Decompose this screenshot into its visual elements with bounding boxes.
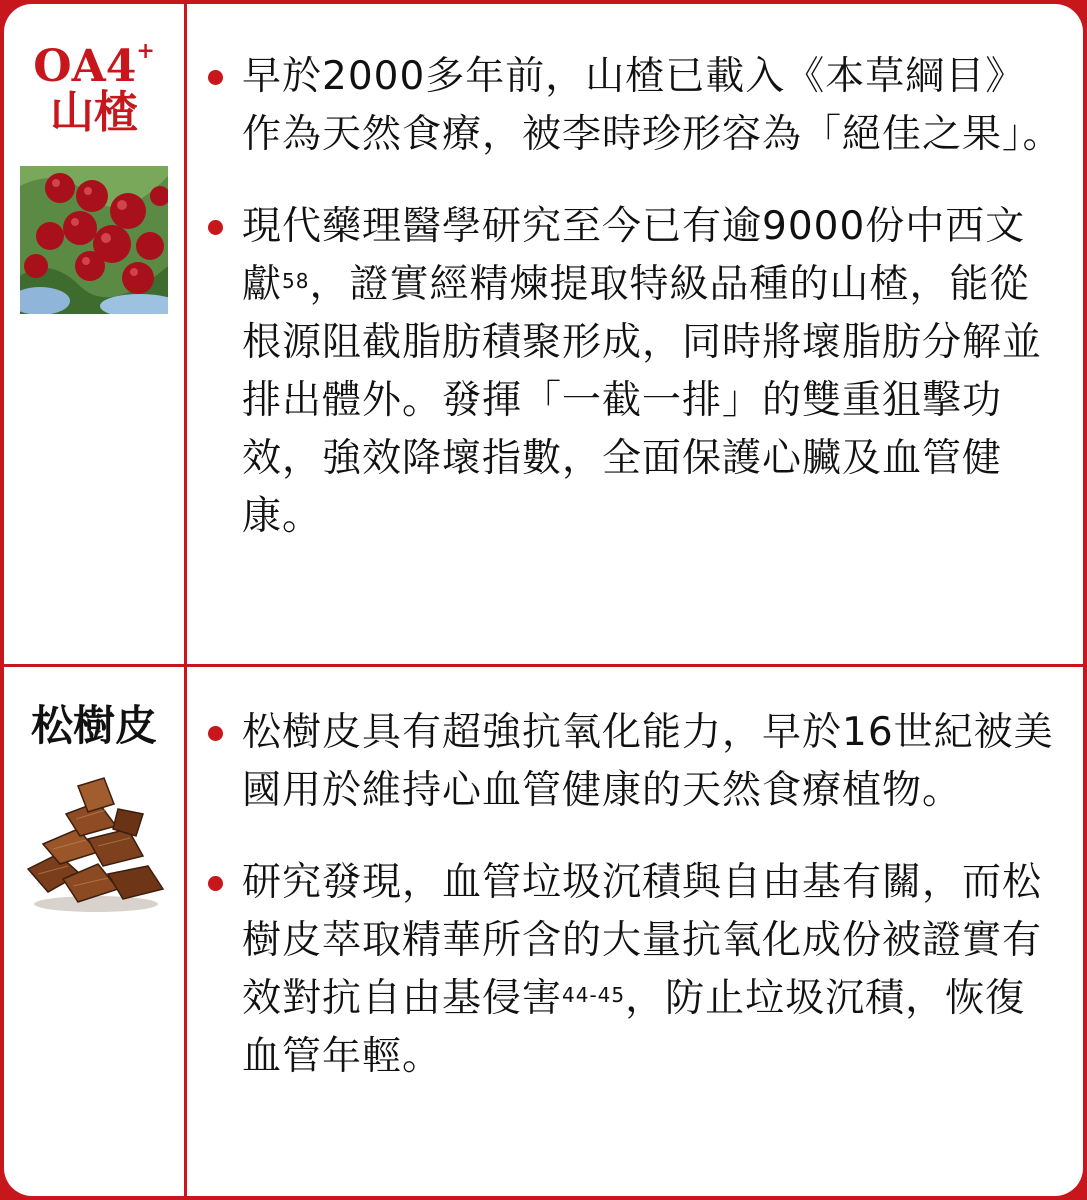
- hawthorn-label: [4, 38, 184, 139]
- hawthorn-bullet-list: [202, 48, 1063, 580]
- list-item: 現代藥理醫學研究至今已有逾9000份中西文獻$^{58}$，證實經精煉提取特級品種的山楂，能從根源阻截脂肪積聚形成，同時將壞脂肪分解並排出體外。發揮「一截一排」的雙重狙擊功效，強效降壞指數，全面保護心臟及血管健康。: [202, 198, 1063, 546]
- list-item: 研究發現，血管垃圾沉積與自由基有關，而松樹皮萃取精華所含的大量抗氧化成份被證實有效對抗自由基侵害$^{44-45}$，防止垃圾沉積，恢復血管年輕。: [202, 854, 1063, 1086]
- footnote-ref: 58: [282, 269, 310, 293]
- pine-bark-label: 松樹皮: [30, 701, 157, 750]
- list-item: 早於2000多年前，山楂已載入《本草綱目》作為天然食療，被李時珍形容為「絕佳之果」。: [202, 48, 1063, 164]
- hawthorn-berries-image: [20, 166, 168, 314]
- pine-bark-bullet-list: [202, 704, 1063, 1120]
- red-dot-icon: [208, 726, 223, 741]
- hawthorn-label-sup: +: [136, 38, 155, 64]
- red-dot-icon: [208, 220, 223, 235]
- footnote-ref: 44-45: [562, 983, 626, 1007]
- hawthorn-label-main: OA4: [33, 41, 137, 92]
- red-dot-icon: [208, 70, 223, 85]
- pine-bark-image: [18, 774, 170, 914]
- list-item: 松樹皮具有超強抗氧化能力，早於16世紀被美國用於維持心血管健康的天然食療植物。: [202, 704, 1063, 820]
- info-card: [4, 4, 1083, 1196]
- red-dot-icon: [208, 876, 223, 891]
- hawthorn-label-sub: 山楂: [50, 87, 138, 139]
- row-divider: [4, 664, 1083, 667]
- column-divider: [184, 4, 187, 1196]
